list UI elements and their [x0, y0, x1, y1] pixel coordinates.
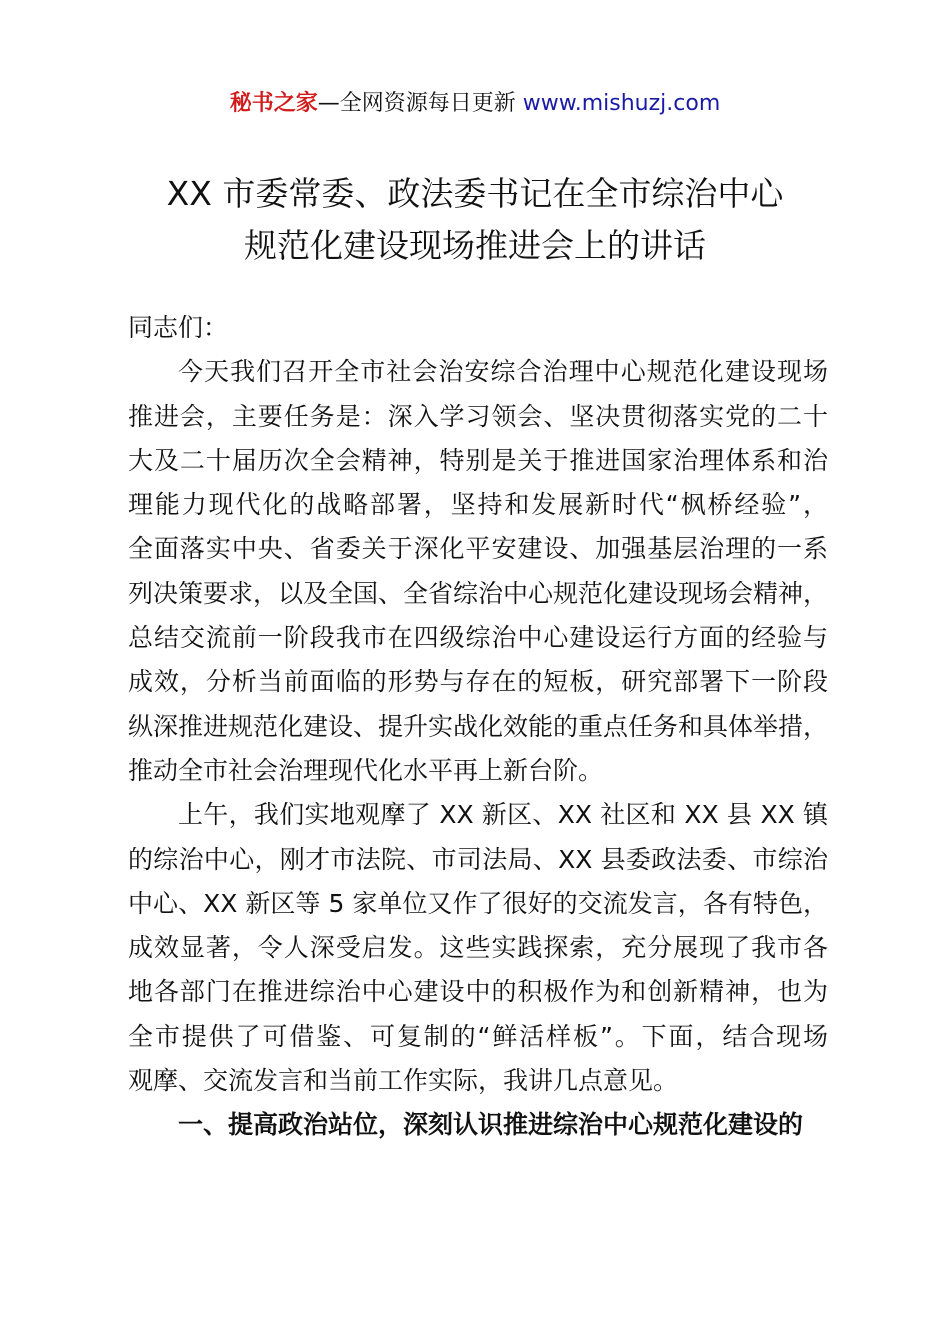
paragraph-line: 成效显著，令人深受启发。这些实践探索，充分展现了我市各 [128, 933, 828, 963]
salutation: 同志们： [128, 313, 229, 342]
paragraph-1 [128, 350, 828, 793]
paragraph-line: 总结交流前一阶段我市在四级综治中心建设运行方面的经验与 [128, 623, 828, 653]
paragraph-line: 全市提供了可借鉴、可复制的“鲜活样板”。下面，结合现场 [128, 1021, 828, 1051]
paragraph-line: 列决策要求，以及全国、全省综治中心规范化建设现场会精神， [128, 578, 829, 608]
paragraph-line: 成效，分析当前面临的形势与存在的短板，研究部署下一阶段 [128, 667, 828, 697]
paragraph-line: 今天我们召开全市社会治安综合治理中心规范化建设现场 [178, 357, 828, 387]
paragraph-line: 地各部门在推进综治中心建设中的积极作为和创新精神，也为 [128, 977, 828, 1007]
paragraph-line: 推动全市社会治理现代化水平再上新台阶。 [128, 755, 604, 785]
title-line-2: 规范化建设现场推进会上的讲话 [244, 226, 706, 265]
paragraph-line: 的综治中心，刚才市法院、市司法局、XX 县委政法委、市综治 [128, 844, 828, 874]
section-heading: 一、提高政治站位，深刻认识推进综治中心规范化建设的 [178, 1110, 804, 1140]
paragraph-line: 上午，我们实地观摩了 XX 新区、XX 社区和 XX 县 XX 镇 [178, 800, 828, 830]
document-title [0, 168, 950, 272]
paragraph-line: 推进会，主要任务是：深入学习领会、坚决贯彻落实党的二十 [128, 401, 828, 431]
title-line-1: XX 市委常委、政法委书记在全市综治中心 [166, 174, 784, 213]
site-slogan: —全网资源每日更新 [317, 91, 516, 116]
paragraph-line: 纵深推进规范化建设、提升实战化效能的重点任务和具体举措， [128, 711, 829, 741]
document-body [128, 306, 828, 1148]
paragraph-line: 大及二十届历次全会精神，特别是关于推进国家治理体系和治 [128, 445, 828, 475]
paragraph-line: 观摩、交流发言和当前工作实际，我讲几点意见。 [128, 1066, 679, 1096]
site-name: 秘书之家 [229, 91, 318, 116]
site-header [0, 88, 950, 120]
site-url-link[interactable]: www.mishuzj.com [522, 91, 721, 116]
paragraph-line: 全面落实中央、省委关于深化平安建设、加强基层治理的一系 [128, 534, 828, 564]
paragraph-line: 理能力现代化的战略部署，坚持和发展新时代“枫桥经验”， [128, 490, 828, 520]
paragraph-line: 中心、XX 新区等 5 家单位又作了很好的交流发言，各有特色， [128, 888, 828, 918]
paragraph-2 [128, 793, 828, 1103]
